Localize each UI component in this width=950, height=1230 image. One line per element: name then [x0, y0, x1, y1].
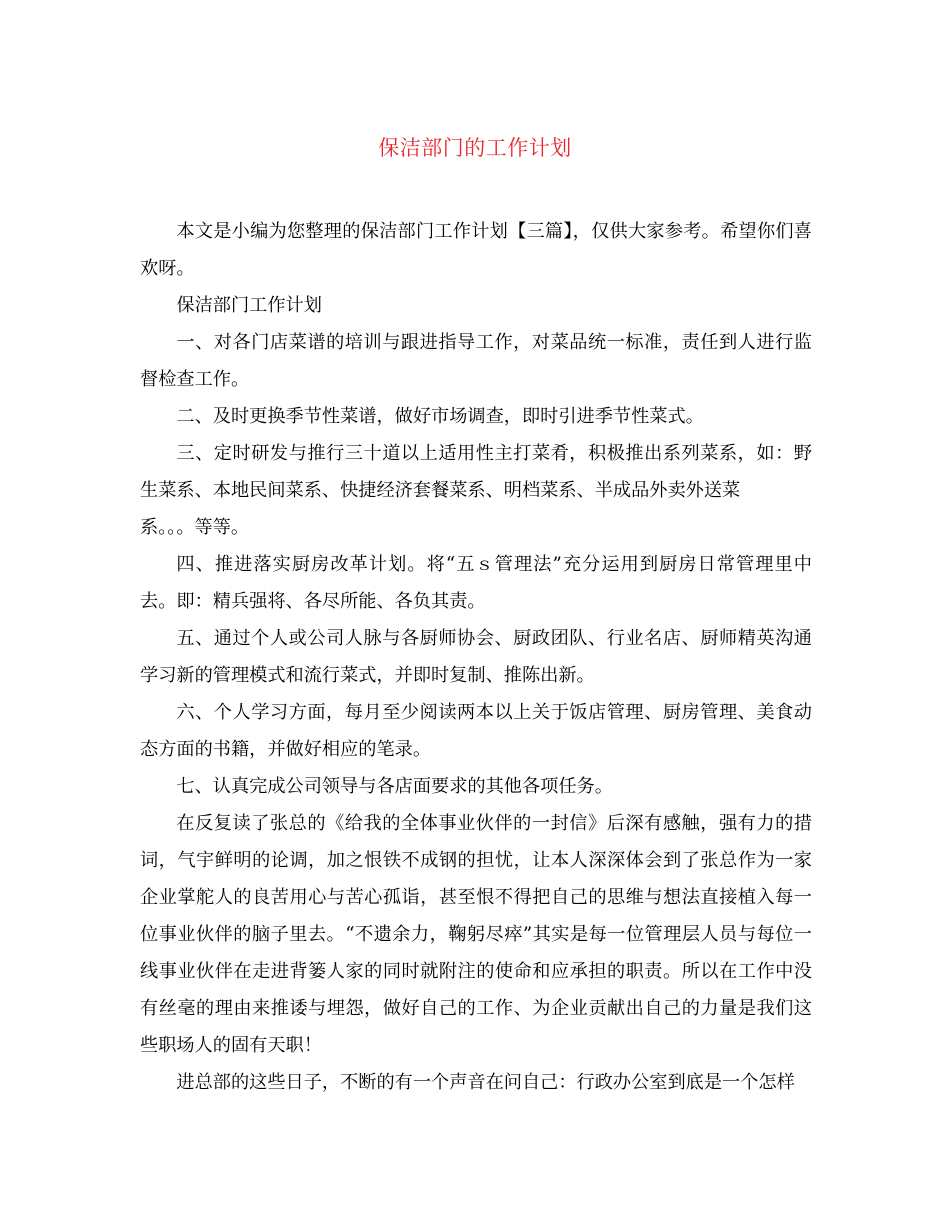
paragraph-item-6: 六、个人学习方面，每月至少阅读两本以上关于饭店管理、厨房管理、美食动态方面的书籍，并做好相应的笔录。 — [140, 702, 812, 760]
paragraph-item-2: 二、及时更换季节性菜谱，做好市场调查，即时引进季节性菜式。 — [176, 406, 704, 427]
paragraph-item-4: 四、推进落实厨房改革计划。将“五ｓ管理法”充分运用到厨房日常管理里中去。即：精兵强将、各尽所能、各负其责。 — [140, 554, 812, 612]
paragraph-item-1: 一、对各门店菜谱的培训与跟进指导工作，对菜品统一标准，责任到人进行监督检查工作。 — [140, 332, 812, 390]
document-title: 保洁部门的工作计划 — [378, 136, 572, 160]
paragraph-intro: 本文是小编为您整理的保洁部门工作计划【三篇】，仅供大家参考。希望你们喜欢呀。 — [140, 221, 812, 279]
paragraph-closing: 进总部的这些日子，不断的有一个声音在问自己：行政办公室到底是一个怎样 — [176, 1072, 795, 1093]
document-body — [140, 213, 812, 1101]
paragraph-item-3: 三、定时研发与推行三十道以上适用性主打菜肴，积极推出系列菜系，如：野生菜系、本地民间菜系、快捷经济套餐菜系、明档菜系、半成品外卖外送菜 系。。。等等。 — [140, 443, 812, 538]
paragraph-reflection: 在反复读了张总的《给我的全体事业伙伴的一封信》后深有感触，强有力的措词，气宇鲜明的论调，加之恨铁不成钢的担忧，让本人深深体会到了张总作为一家企业掌舵人的良苦用心与苦心孤诣，甚至恨不得把自己的思维与想法直接植入每一位事业伙伴的脑子里去。“不遗余力，鞠躬尽瘁”其实是每一位管理层人员与每位一线事业伙伴在走进背篓人家的同时就附注的使命和应承担的职责。所以在工作中没有丝毫的理由来推诿与埋怨，做好自己的工作、为企业贡献出自己的力量是我们这些职场人的固有天职！ — [140, 813, 812, 1056]
paragraph-item-7: 七、认真完成公司领导与各店面要求的其他各项任务。 — [176, 776, 613, 797]
paragraph-heading: 保洁部门工作计划 — [176, 295, 322, 316]
paragraph-item-5: 五、通过个人或公司人脉与各厨师协会、厨政团队、行业名店、厨师精英沟通学习新的管理模式和流行菜式，并即时复制、推陈出新。 — [140, 628, 812, 686]
